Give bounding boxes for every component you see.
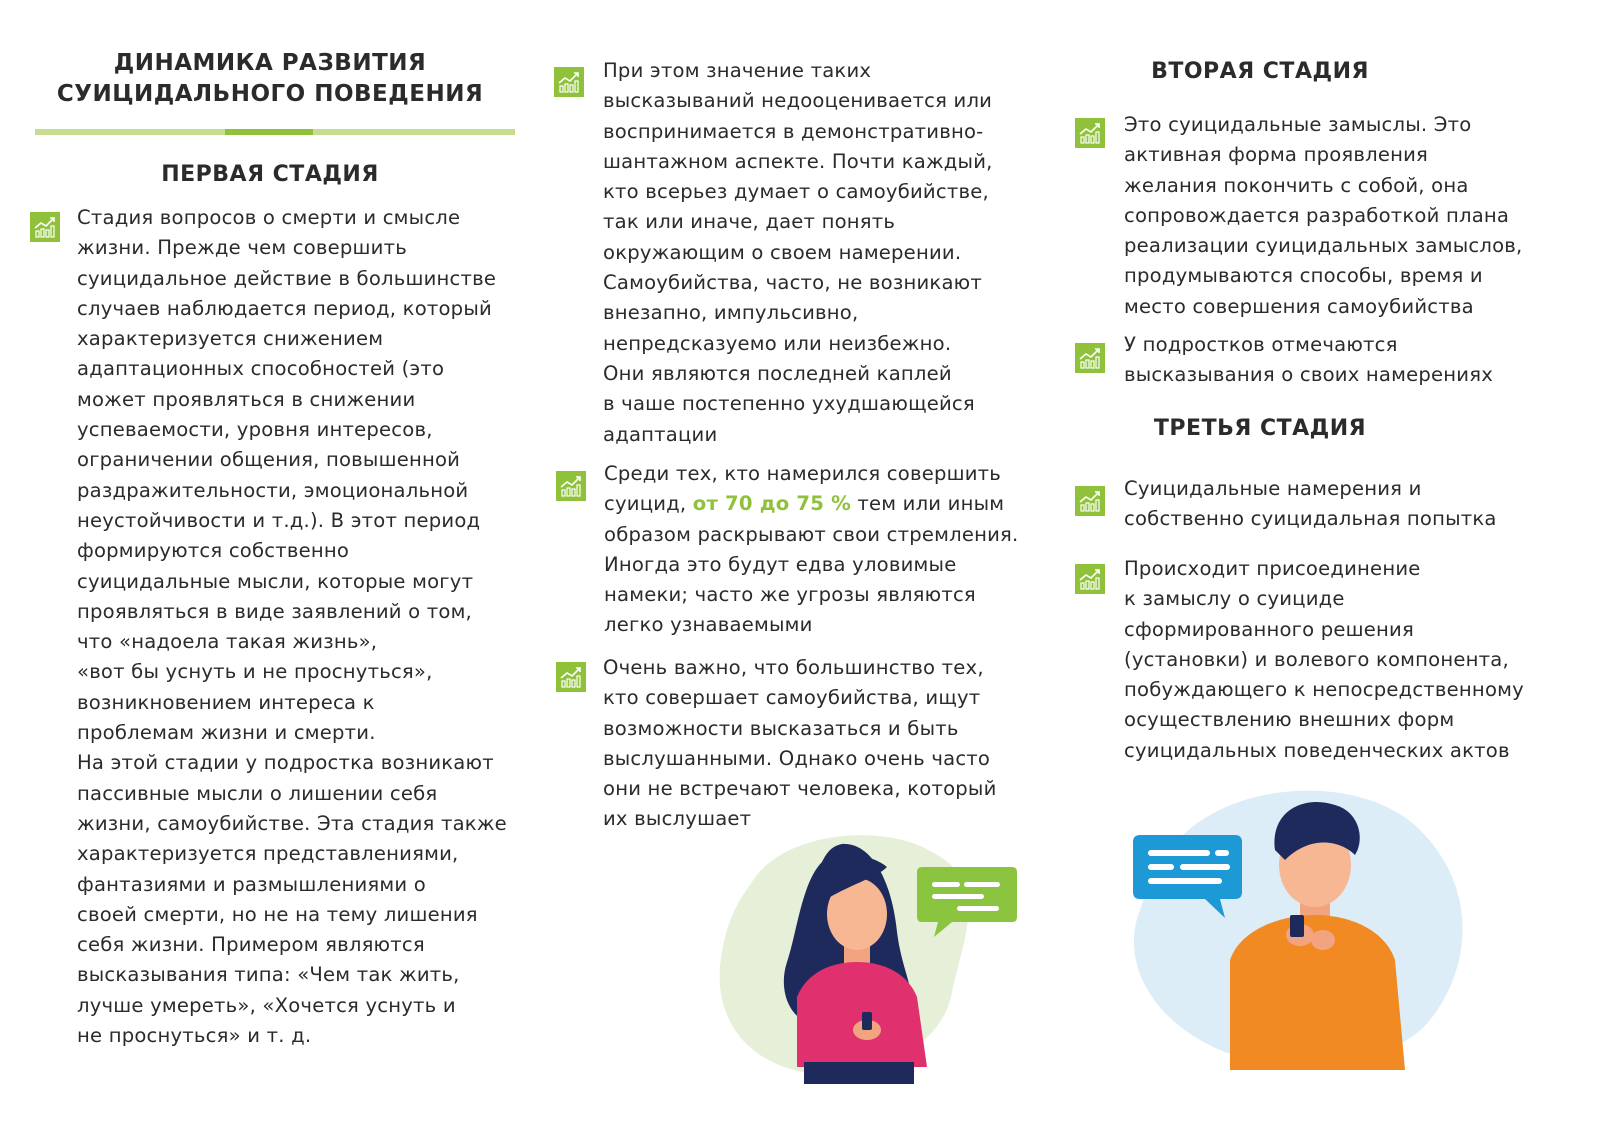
text-line: возможности высказаться и быть — [603, 716, 959, 740]
col2-paragraph-1 — [603, 56, 993, 450]
text-line: внезапно, импульсивно, — [603, 301, 859, 325]
text-line: не проснуться» и т. д. — [77, 1024, 312, 1048]
text-line: На этой стадии у подростка возникают — [77, 751, 494, 775]
text-line: формируются собственно — [77, 539, 350, 563]
text-line: собственно суицидальная попытка — [1124, 507, 1497, 531]
man-phone-illustration — [1110, 770, 1490, 1080]
text-line: высказывания о своих намерениях — [1124, 363, 1493, 387]
stage1-text — [77, 203, 507, 1051]
text-line: высказываний недооценивается или — [603, 89, 993, 113]
text-line: что «надоела такая жизнь», — [77, 630, 378, 654]
text-line: При этом значение таких — [603, 59, 872, 82]
text-line: неустойчивости и т.д.). В этот период — [77, 508, 481, 532]
text-line: активная форма проявления — [1124, 143, 1429, 167]
text-line: побуждающего к непосредственному — [1124, 678, 1524, 702]
text-line: образом раскрывают свои стремления. — [604, 522, 1019, 546]
col2-p2-rest — [604, 520, 1018, 641]
text-line: сформированного решения — [1124, 617, 1414, 641]
text-line: намеки; часто же угрозы являются — [604, 583, 976, 607]
text-line: случаев наблюдается период, который — [77, 296, 492, 320]
text-line: Происходит присоединение — [1124, 557, 1421, 580]
text-line: Суицидальные намерения и — [1124, 477, 1422, 500]
text-line: они не встречают человека, который — [603, 777, 997, 801]
text-line: жизни, самоубийстве. Эта стадия также — [77, 811, 507, 835]
stage2-paragraph-1 — [1124, 110, 1522, 322]
stage1-title: ПЕРВАЯ СТАДИЯ — [161, 162, 379, 187]
text-line: возникновением интереса к — [77, 690, 375, 714]
text-line: желания покончить с собой, она — [1124, 173, 1469, 197]
col2-p2-pre: суицид, — [604, 492, 693, 516]
text-line: высказывания типа: «Чем так жить, — [77, 963, 460, 987]
text-line: жизни. Прежде чем совершить — [77, 236, 407, 260]
text-line: пассивные мысли о лишении себя — [77, 781, 438, 805]
text-line: ограничении общения, повышенной — [77, 448, 461, 472]
text-line: в чаше постепенно ухудшающейся — [603, 392, 975, 416]
text-line: кто всерьез думает о самоубийстве, — [603, 180, 989, 204]
text-line: У подростков отмечаются — [1124, 333, 1398, 356]
chart-growth-icon — [30, 212, 60, 242]
text-line: шантажном аспекте. Почти каждый, — [603, 149, 993, 173]
text-line: легко узнаваемыми — [604, 613, 813, 637]
text-line: воспринимается в демонстративно- — [603, 119, 984, 143]
text-line: Стадия вопросов о смерти и смысле — [77, 206, 461, 229]
col2-paragraph-3 — [603, 653, 997, 835]
text-line: сопровождается разработкой плана — [1124, 203, 1510, 227]
text-line: успеваемости, уровня интересов, — [77, 418, 433, 442]
text-line: проявляться в виде заявлений о том, — [77, 599, 472, 623]
chart-growth-icon — [1075, 343, 1105, 373]
col2-paragraph-2 — [604, 459, 1018, 641]
text-line: фантазиями и размышлениями о — [77, 872, 426, 896]
page-title-line-2: СУИЦИДАЛЬНОГО ПОВЕДЕНИЯ — [56, 81, 484, 107]
statistic-highlight: от 70 до 75 % — [692, 492, 851, 516]
text-line: проблемам жизни и смерти. — [77, 721, 376, 745]
text-line: продумываются способы, время и — [1124, 264, 1483, 288]
stage3-title: ТРЕТЬЯ СТАДИЯ — [1153, 416, 1367, 441]
text-line: своей смерти, но не на тему лишения — [77, 902, 478, 926]
text-line: окружающим о своем намерении. — [603, 240, 962, 264]
text-line: выслушанными. Однако очень часто — [603, 746, 991, 770]
text-line: адаптационных способностей (это — [77, 357, 445, 381]
text-line: раздражительности, эмоциональной — [77, 478, 469, 502]
text-line: себя жизни. Примером являются — [77, 933, 425, 957]
chart-growth-icon — [554, 67, 584, 97]
chart-growth-icon — [556, 471, 586, 501]
chart-growth-icon — [1075, 564, 1105, 594]
text-line: Они являются последней каплей — [603, 361, 952, 385]
text-line: Очень важно, что большинство тех, — [603, 656, 984, 679]
title-divider-accent — [225, 129, 313, 135]
stage2-title: ВТОРАЯ СТАДИЯ — [1151, 59, 1369, 84]
stage2-paragraph-2 — [1124, 330, 1493, 391]
text-line: суицидальное действие в большинстве — [77, 266, 497, 290]
text-line: лучше умереть», «Хочется уснуть и — [77, 993, 456, 1017]
title-divider — [35, 129, 515, 135]
text-line: их выслушает — [603, 807, 752, 831]
text-line: так или иначе, дает понять — [603, 210, 896, 234]
text-line: (установки) и волевого компонента, — [1124, 647, 1509, 671]
text-line: суицидальные мысли, которые могут — [77, 569, 474, 593]
chart-growth-icon — [556, 662, 586, 692]
stage3-paragraph-2 — [1124, 554, 1524, 766]
text-line: может проявляться в снижении — [77, 387, 416, 411]
text-line: характеризуется снижением — [77, 327, 384, 351]
stage3-paragraph-1 — [1124, 474, 1497, 535]
text-line: характеризуется представлениями, — [77, 842, 459, 866]
text-line: Самоубийства, часто, не возникают — [603, 271, 982, 295]
chart-growth-icon — [1075, 486, 1105, 516]
chart-growth-icon — [1075, 118, 1105, 148]
text-line: «вот бы уснуть и не проснуться», — [77, 660, 433, 684]
col2-p2-line: Среди тех, кто намерился совершить — [604, 462, 1002, 485]
text-line: непредсказуемо или неизбежно. — [603, 331, 952, 355]
col2-p2-line — [604, 489, 1018, 519]
text-line: место совершения самоубийства — [1124, 294, 1474, 318]
col2-p2-post: тем или иным — [850, 492, 1005, 516]
text-line: суицидальных поведенческих актов — [1124, 738, 1510, 762]
page-title-line-1: ДИНАМИКА РАЗВИТИЯ — [113, 50, 427, 76]
woman-phone-illustration — [712, 822, 1032, 1084]
text-line: к замыслу о суициде — [1124, 587, 1345, 611]
text-line: адаптации — [603, 422, 718, 446]
page-title — [35, 48, 505, 110]
text-line: кто совершает самоубийства, ищут — [603, 686, 981, 710]
text-line: осуществлению внешних форм — [1124, 708, 1455, 732]
text-line: реализации суицидальных замыслов, — [1124, 234, 1523, 258]
text-line: Иногда это будут едва уловимые — [604, 552, 957, 576]
text-line: Это суицидальные замыслы. Это — [1124, 113, 1472, 136]
